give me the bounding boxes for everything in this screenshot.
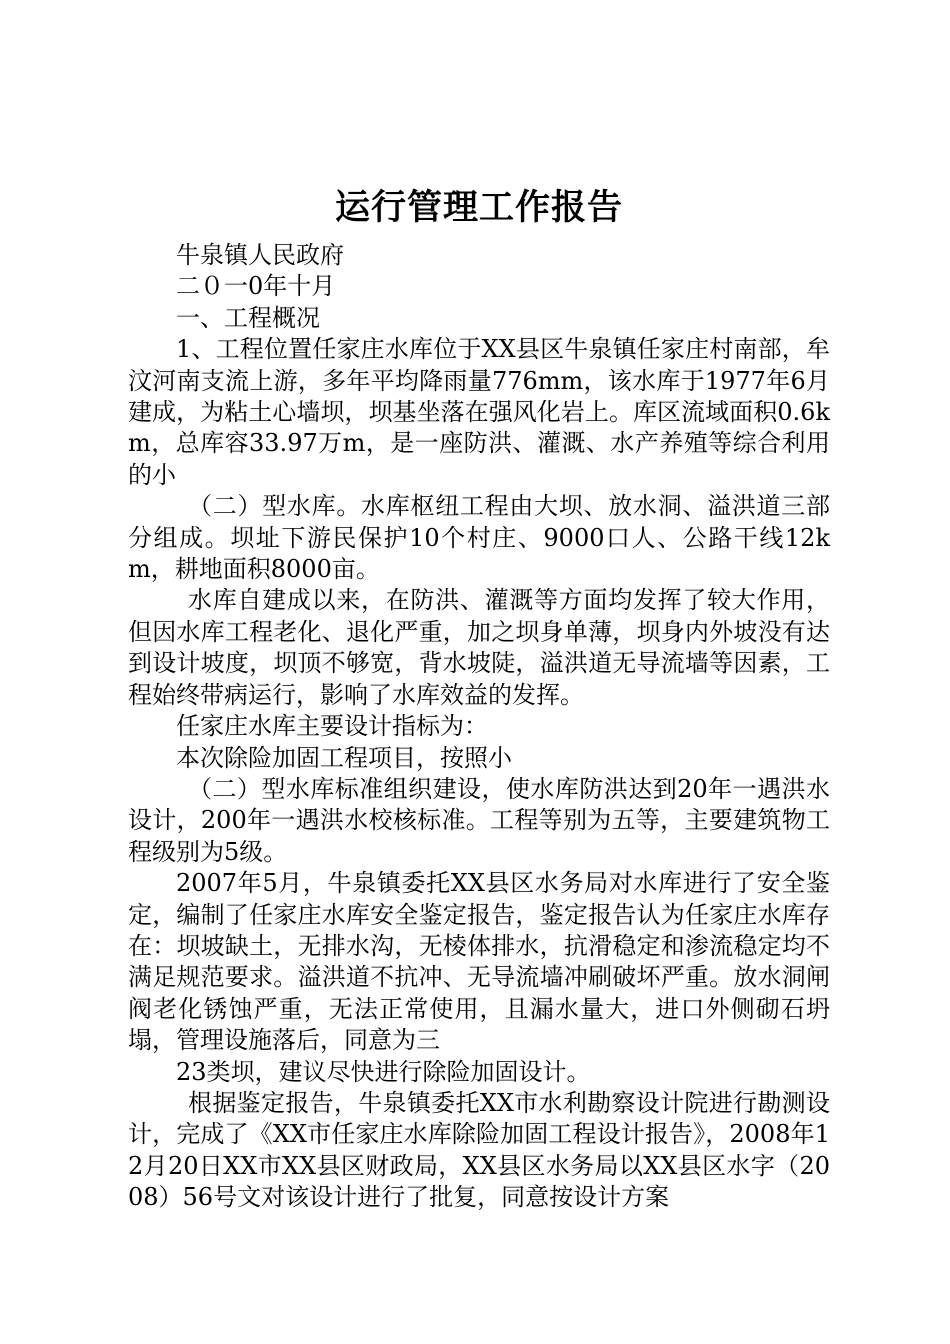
paragraph-section-heading: 一、工程概况 — [176, 303, 320, 332]
paragraph-issuer: 牛泉镇人民政府 — [176, 241, 344, 269]
paragraph-design-approval: 根据鉴定报告，牛泉镇委托XX市水利勘察设计院进行勘测设计，完成了《XX市任家庄水库除险加固工程设计报告》，2008年12月20日XX市XX县区财政局，XX县区水务局以XX县区水字（2008）56号文对该设计进行了批复，同意按设计方案 — [128, 1088, 830, 1212]
paragraph-design-indicators: 任家庄水库主要设计指标为： — [176, 712, 488, 741]
paragraph-date: 二０一0年十月 — [176, 272, 336, 301]
paragraph-project-scope: 本次除险加固工程项目，按照小 — [176, 743, 512, 772]
paragraph-standards: （二）型水库标准组织建设，使水库防洪达到20年一遇洪水设计，200年一遇洪水校核标准。工程等别为五等，主要建筑物工程级别为5级。 — [128, 774, 830, 866]
document-title: 运行管理工作报告 — [334, 188, 623, 228]
paragraph-history: 水库自建成以来，在防洪、灌溉等方面均发挥了较大作用，但因水库工程老化、退化严重，加之坝身单薄，坝身内外坡没有达到设计坡度，坝顶不够宽，背水坡陡，溢洪道无导流墙等因素，工程始终带病运行，影响了水库效益的发挥。 — [128, 586, 830, 709]
document-page — [128, 178, 830, 1214]
paragraph-safety-appraisal: 2007年5月，牛泉镇委托XX县区水务局对水库进行了安全鉴定，编制了任家庄水库安全鉴定报告，鉴定报告认为任家庄水库存在：坝坡缺土，无排水沟，无棱体排水，抗滑稳定和渗流稳定均不满足规范要求。溢洪道不抗冲、无导流墙冲刷破坏严重。放水洞闸阀老化锈蚀严重，无法正常使用，且漏水量大，进口外侧砌石坍塌，管理设施落后，同意为三 — [128, 869, 830, 1055]
paragraph-reservoir-type: （二）型水库。水库枢纽工程由大坝、放水洞、溢洪道三部分组成。坝址下游民保护10个村庄、9000口人、公路干线12km，耕地面积8000亩。 — [128, 492, 830, 584]
paragraph-recommendation: 23类坝，建议尽快进行除险加固设计。 — [176, 1057, 591, 1086]
paragraph-location: 1、工程位置任家庄水库位于XX县区牛泉镇任家庄村南部，牟汶河南支流上游，多年平均降雨量776mm，该水库于1977年6月建成，为粘土心墙坝，坝基坐落在强风化岩上。库区流域面积0.6km，总库容33.97万m，是一座防洪、灌溉、水产养殖等综合利用的小 — [128, 335, 830, 489]
